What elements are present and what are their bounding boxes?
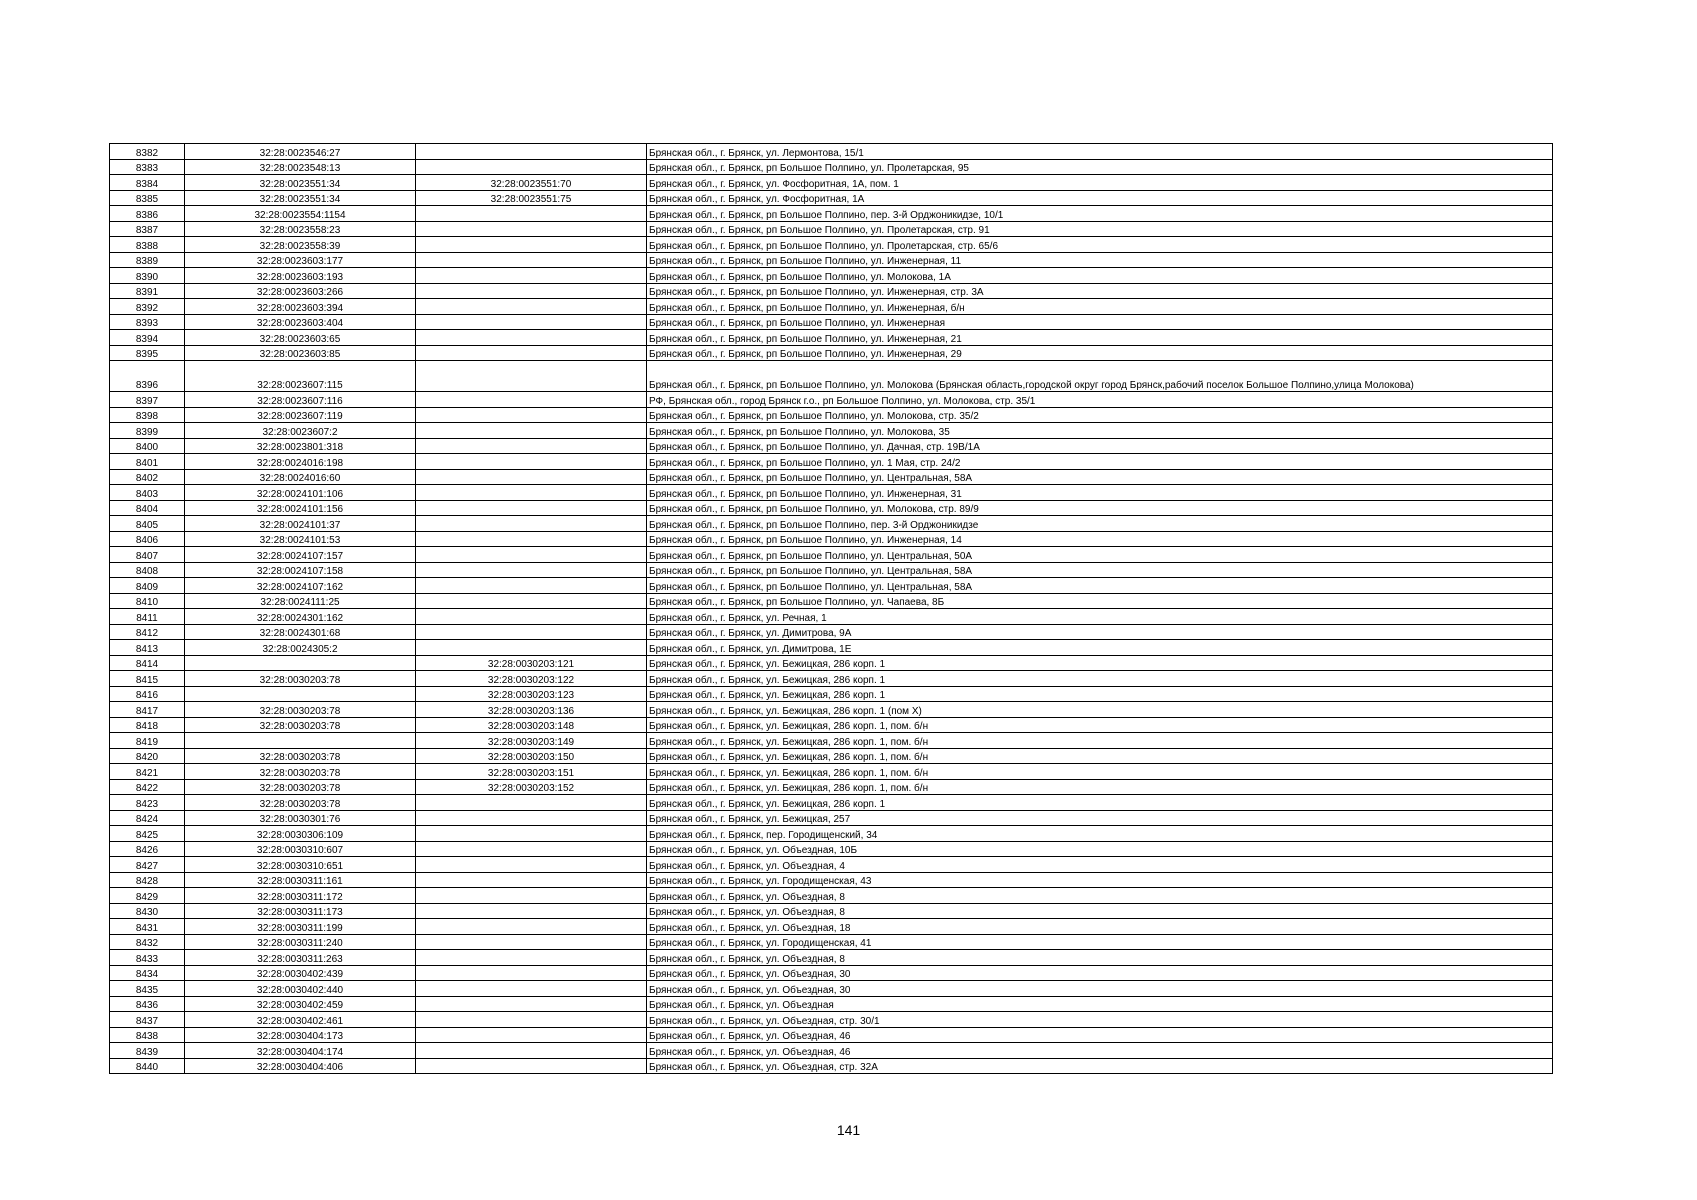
- table-row: [110, 314, 1553, 330]
- cadastral-number-cell: 32:28:0023603:85: [185, 345, 416, 361]
- cadastral-number-cell: 32:28:0023607:116: [185, 392, 416, 408]
- address-cell: Брянская обл., г. Брянск, рп Большое Полпино, ул. Инженерная: [647, 314, 1553, 330]
- address-cell: Брянская обл., г. Брянск, ул. Лермонтова, 15/1: [647, 144, 1553, 160]
- sub-object-number-cell: [416, 1043, 647, 1059]
- table-row: [110, 686, 1553, 702]
- cadastral-number-cell: 32:28:0030203:78: [185, 795, 416, 811]
- row-number-cell: 8438: [110, 1027, 185, 1043]
- cadastral-number-cell: 32:28:0023603:65: [185, 330, 416, 346]
- sub-object-number-cell: [416, 934, 647, 950]
- address-cell: Брянская обл., г. Брянск, пер. Городищенский, 34: [647, 826, 1553, 842]
- sub-object-number-cell: [416, 624, 647, 640]
- table-row: [110, 252, 1553, 268]
- sub-object-number-cell: [416, 330, 647, 346]
- table-row: [110, 578, 1553, 594]
- address-cell: Брянская обл., г. Брянск, ул. Объездная, 46: [647, 1027, 1553, 1043]
- row-number-cell: 8401: [110, 454, 185, 470]
- cadastral-number-cell: 32:28:0024107:157: [185, 547, 416, 563]
- row-number-cell: 8419: [110, 733, 185, 749]
- cadastral-number-cell: 32:28:0024107:162: [185, 578, 416, 594]
- cadastral-number-cell: 32:28:0030310:651: [185, 857, 416, 873]
- cadastral-number-cell: 32:28:0023551:34: [185, 190, 416, 206]
- sub-object-number-cell: [416, 965, 647, 981]
- cadastral-number-cell: 32:28:0023603:404: [185, 314, 416, 330]
- cadastral-number-cell: 32:28:0030311:240: [185, 934, 416, 950]
- address-cell: Брянская обл., г. Брянск, рп Большое Полпино, ул. Молокова, 1А: [647, 268, 1553, 284]
- sub-object-number-cell: [416, 423, 647, 439]
- sub-object-number-cell: [416, 144, 647, 160]
- cadastral-number-cell: 32:28:0030402:440: [185, 981, 416, 997]
- table-row: [110, 1012, 1553, 1028]
- sub-object-number-cell: [416, 531, 647, 547]
- page-number: 141: [836, 1122, 861, 1138]
- table-row: [110, 299, 1553, 315]
- address-cell: Брянская обл., г. Брянск, рп Большое Полпино, ул. Пролетарская, стр. 65/6: [647, 237, 1553, 253]
- row-number-cell: 8416: [110, 686, 185, 702]
- address-cell: Брянская обл., г. Брянск, рп Большое Полпино, ул. Молокова (Брянская область,городской округ город Брянск,рабочий поселок Большое Полпино,улица Молокова): [647, 361, 1553, 392]
- table-row: [110, 469, 1553, 485]
- cadastral-number-cell: 32:28:0030310:607: [185, 841, 416, 857]
- address-cell: Брянская обл., г. Брянск, ул. Бежицкая, 286 корп. 1, пом. б/н: [647, 779, 1553, 795]
- cadastral-number-cell: 32:28:0023603:266: [185, 283, 416, 299]
- property-registry-table: [109, 143, 1553, 1074]
- sub-object-number-cell: 32:28:0030203:151: [416, 764, 647, 780]
- address-cell: Брянская обл., г. Брянск, рп Большое Полпино, ул. Центральная, 58А: [647, 469, 1553, 485]
- sub-object-number-cell: [416, 795, 647, 811]
- cadastral-number-cell: [185, 655, 416, 671]
- cadastral-number-cell: [185, 733, 416, 749]
- cadastral-number-cell: 32:28:0030402:439: [185, 965, 416, 981]
- cadastral-number-cell: 32:28:0024101:156: [185, 500, 416, 516]
- table-row: [110, 423, 1553, 439]
- address-cell: Брянская обл., г. Брянск, ул. Бежицкая, 286 корп. 1: [647, 795, 1553, 811]
- row-number-cell: 8435: [110, 981, 185, 997]
- table-row: [110, 872, 1553, 888]
- address-cell: Брянская обл., г. Брянск, ул. Объездная, 8: [647, 888, 1553, 904]
- address-cell: Брянская обл., г. Брянск, рп Большое Полпино, ул. Молокова, стр. 89/9: [647, 500, 1553, 516]
- address-cell: Брянская обл., г. Брянск, ул. Городищенская, 43: [647, 872, 1553, 888]
- row-number-cell: 8396: [110, 361, 185, 392]
- row-number-cell: 8405: [110, 516, 185, 532]
- row-number-cell: 8415: [110, 671, 185, 687]
- sub-object-number-cell: [416, 981, 647, 997]
- cadastral-number-cell: 32:28:0030203:78: [185, 717, 416, 733]
- address-cell: Брянская обл., г. Брянск, ул. Объездная, стр. 30/1: [647, 1012, 1553, 1028]
- address-cell: Брянская обл., г. Брянск, рп Большое Полпино, ул. Чапаева, 8Б: [647, 593, 1553, 609]
- row-number-cell: 8422: [110, 779, 185, 795]
- row-number-cell: 8428: [110, 872, 185, 888]
- row-number-cell: 8393: [110, 314, 185, 330]
- cadastral-number-cell: 32:28:0023603:394: [185, 299, 416, 315]
- row-number-cell: 8429: [110, 888, 185, 904]
- sub-object-number-cell: [416, 345, 647, 361]
- address-cell: Брянская обл., г. Брянск, рп Большое Полпино, ул. Центральная, 58А: [647, 578, 1553, 594]
- sub-object-number-cell: [416, 159, 647, 175]
- address-cell: Брянская обл., г. Брянск, ул. Бежицкая, 286 корп. 1, пом. б/н: [647, 748, 1553, 764]
- cadastral-number-cell: 32:28:0030301:76: [185, 810, 416, 826]
- address-cell: Брянская обл., г. Брянск, рп Большое Полпино, пер. 3-й Орджоникидзе, 10/1: [647, 206, 1553, 222]
- address-cell: Брянская обл., г. Брянск, рп Большое Полпино, ул. Молокова, стр. 35/2: [647, 407, 1553, 423]
- row-number-cell: 8394: [110, 330, 185, 346]
- row-number-cell: 8427: [110, 857, 185, 873]
- address-cell: Брянская обл., г. Брянск, ул. Объездная, 8: [647, 903, 1553, 919]
- address-cell: Брянская обл., г. Брянск, ул. Бежицкая, 286 корп. 1, пом. б/н: [647, 764, 1553, 780]
- row-number-cell: 8385: [110, 190, 185, 206]
- sub-object-number-cell: [416, 299, 647, 315]
- table-row: [110, 392, 1553, 408]
- sub-object-number-cell: [416, 872, 647, 888]
- cadastral-number-cell: 32:28:0030311:263: [185, 950, 416, 966]
- table-row: [110, 516, 1553, 532]
- table-row: [110, 981, 1553, 997]
- cadastral-number-cell: 32:28:0030311:199: [185, 919, 416, 935]
- row-number-cell: 8384: [110, 175, 185, 191]
- table-row: [110, 965, 1553, 981]
- cadastral-number-cell: 32:28:0023554:1154: [185, 206, 416, 222]
- table-row: [110, 934, 1553, 950]
- table-row: [110, 950, 1553, 966]
- cadastral-number-cell: 32:28:0030203:78: [185, 748, 416, 764]
- cadastral-number-cell: 32:28:0030311:161: [185, 872, 416, 888]
- table-row: [110, 593, 1553, 609]
- address-cell: Брянская обл., г. Брянск, ул. Городищенская, 41: [647, 934, 1553, 950]
- sub-object-number-cell: [416, 407, 647, 423]
- row-number-cell: 8436: [110, 996, 185, 1012]
- table-row: [110, 221, 1553, 237]
- sub-object-number-cell: [416, 562, 647, 578]
- sub-object-number-cell: 32:28:0030203:121: [416, 655, 647, 671]
- sub-object-number-cell: [416, 454, 647, 470]
- sub-object-number-cell: 32:28:0030203:150: [416, 748, 647, 764]
- cadastral-number-cell: 32:28:0030203:78: [185, 764, 416, 780]
- table-row: [110, 903, 1553, 919]
- row-number-cell: 8413: [110, 640, 185, 656]
- sub-object-number-cell: [416, 237, 647, 253]
- table-row: [110, 857, 1553, 873]
- address-cell: Брянская обл., г. Брянск, рп Большое Полпино, ул. Инженерная, 29: [647, 345, 1553, 361]
- table-row: [110, 500, 1553, 516]
- cadastral-number-cell: 32:28:0024016:60: [185, 469, 416, 485]
- table-row: [110, 919, 1553, 935]
- table-row: [110, 438, 1553, 454]
- sub-object-number-cell: [416, 221, 647, 237]
- row-number-cell: 8424: [110, 810, 185, 826]
- table-row: [110, 671, 1553, 687]
- sub-object-number-cell: [416, 609, 647, 625]
- address-cell: Брянская обл., г. Брянск, рп Большое Полпино, ул. Инженерная, 11: [647, 252, 1553, 268]
- sub-object-number-cell: [416, 578, 647, 594]
- sub-object-number-cell: [416, 469, 647, 485]
- row-number-cell: 8391: [110, 283, 185, 299]
- table-row: [110, 841, 1553, 857]
- cadastral-number-cell: 32:28:0030203:78: [185, 779, 416, 795]
- cadastral-number-cell: 32:28:0030404:406: [185, 1058, 416, 1074]
- table-row: [110, 159, 1553, 175]
- cadastral-number-cell: 32:28:0024101:53: [185, 531, 416, 547]
- table-row: [110, 175, 1553, 191]
- table-row: [110, 888, 1553, 904]
- address-cell: Брянская обл., г. Брянск, рп Большое Полпино, ул. Инженерная, 21: [647, 330, 1553, 346]
- row-number-cell: 8404: [110, 500, 185, 516]
- cadastral-number-cell: 32:28:0030203:78: [185, 702, 416, 718]
- sub-object-number-cell: 32:28:0030203:148: [416, 717, 647, 733]
- sub-object-number-cell: 32:28:0030203:123: [416, 686, 647, 702]
- cadastral-number-cell: 32:28:0024101:37: [185, 516, 416, 532]
- table-row: [110, 810, 1553, 826]
- row-number-cell: 8408: [110, 562, 185, 578]
- cadastral-number-cell: 32:28:0023607:119: [185, 407, 416, 423]
- row-number-cell: 8387: [110, 221, 185, 237]
- address-cell: Брянская обл., г. Брянск, ул. Объездная, 18: [647, 919, 1553, 935]
- table-row: [110, 640, 1553, 656]
- cadastral-number-cell: 32:28:0023558:39: [185, 237, 416, 253]
- address-cell: Брянская обл., г. Брянск, ул. Фосфоритная, 1А: [647, 190, 1553, 206]
- table-row: [110, 655, 1553, 671]
- row-number-cell: 8425: [110, 826, 185, 842]
- table-row: [110, 144, 1553, 160]
- row-number-cell: 8412: [110, 624, 185, 640]
- address-cell: Брянская обл., г. Брянск, рп Большое Полпино, ул. Инженерная, стр. 3А: [647, 283, 1553, 299]
- row-number-cell: 8407: [110, 547, 185, 563]
- cadastral-number-cell: 32:28:0023607:2: [185, 423, 416, 439]
- sub-object-number-cell: 32:28:0030203:152: [416, 779, 647, 795]
- row-number-cell: 8402: [110, 469, 185, 485]
- sub-object-number-cell: 32:28:0030203:122: [416, 671, 647, 687]
- cadastral-number-cell: 32:28:0024016:198: [185, 454, 416, 470]
- sub-object-number-cell: [416, 438, 647, 454]
- table-row: [110, 268, 1553, 284]
- table-row: [110, 733, 1553, 749]
- table-row: [110, 1027, 1553, 1043]
- address-cell: Брянская обл., г. Брянск, рп Большое Полпино, ул. Молокова, 35: [647, 423, 1553, 439]
- row-number-cell: 8403: [110, 485, 185, 501]
- sub-object-number-cell: [416, 593, 647, 609]
- table-row: [110, 531, 1553, 547]
- row-number-cell: 8439: [110, 1043, 185, 1059]
- sub-object-number-cell: [416, 841, 647, 857]
- address-cell: Брянская обл., г. Брянск, ул. Объездная, 46: [647, 1043, 1553, 1059]
- row-number-cell: 8399: [110, 423, 185, 439]
- sub-object-number-cell: [416, 516, 647, 532]
- address-cell: Брянская обл., г. Брянск, рп Большое Полпино, пер. 3-й Орджоникидзе: [647, 516, 1553, 532]
- cadastral-number-cell: 32:28:0024111:25: [185, 593, 416, 609]
- sub-object-number-cell: [416, 826, 647, 842]
- cadastral-number-cell: 32:28:0023546:27: [185, 144, 416, 160]
- address-cell: РФ, Брянская обл., город Брянск г.о., рп Большое Полпино, ул. Молокова, стр. 35/1: [647, 392, 1553, 408]
- sub-object-number-cell: [416, 1012, 647, 1028]
- address-cell: Брянская обл., г. Брянск, рп Большое Полпино, ул. Центральная, 58А: [647, 562, 1553, 578]
- address-cell: Брянская обл., г. Брянск, ул. Объездная, 4: [647, 857, 1553, 873]
- address-cell: Брянская обл., г. Брянск, ул. Бежицкая, 286 корп. 1: [647, 686, 1553, 702]
- row-number-cell: 8433: [110, 950, 185, 966]
- table-row: [110, 190, 1553, 206]
- table-row: [110, 624, 1553, 640]
- cadastral-number-cell: 32:28:0023607:115: [185, 361, 416, 392]
- cadastral-number-cell: 32:28:0030402:459: [185, 996, 416, 1012]
- address-cell: Брянская обл., г. Брянск, ул. Бежицкая, 286 корп. 1: [647, 671, 1553, 687]
- address-cell: Брянская обл., г. Брянск, рп Большое Полпино, ул. 1 Мая, стр. 24/2: [647, 454, 1553, 470]
- row-number-cell: 8397: [110, 392, 185, 408]
- table-row: [110, 547, 1553, 563]
- row-number-cell: 8432: [110, 934, 185, 950]
- sub-object-number-cell: [416, 919, 647, 935]
- table-row: [110, 454, 1553, 470]
- cadastral-number-cell: 32:28:0030402:461: [185, 1012, 416, 1028]
- row-number-cell: 8406: [110, 531, 185, 547]
- sub-object-number-cell: [416, 392, 647, 408]
- row-number-cell: 8398: [110, 407, 185, 423]
- table-row: [110, 779, 1553, 795]
- address-cell: Брянская обл., г. Брянск, ул. Димитрова, 1Е: [647, 640, 1553, 656]
- address-cell: Брянская обл., г. Брянск, рп Большое Полпино, ул. Пролетарская, стр. 91: [647, 221, 1553, 237]
- sub-object-number-cell: [416, 1027, 647, 1043]
- address-cell: Брянская обл., г. Брянск, рп Большое Полпино, ул. Инженерная, 31: [647, 485, 1553, 501]
- sub-object-number-cell: [416, 547, 647, 563]
- cadastral-number-cell: 32:28:0030311:173: [185, 903, 416, 919]
- address-cell: Брянская обл., г. Брянск, рп Большое Полпино, ул. Инженерная, б/н: [647, 299, 1553, 315]
- address-cell: Брянская обл., г. Брянск, ул. Бежицкая, 257: [647, 810, 1553, 826]
- table-row: [110, 485, 1553, 501]
- cadastral-number-cell: 32:28:0030306:109: [185, 826, 416, 842]
- address-cell: Брянская обл., г. Брянск, ул. Бежицкая, 286 корп. 1, пом. б/н: [647, 733, 1553, 749]
- row-number-cell: 8395: [110, 345, 185, 361]
- sub-object-number-cell: [416, 283, 647, 299]
- cadastral-number-cell: 32:28:0023551:34: [185, 175, 416, 191]
- sub-object-number-cell: [416, 1058, 647, 1074]
- cadastral-number-cell: 32:28:0023558:23: [185, 221, 416, 237]
- row-number-cell: 8418: [110, 717, 185, 733]
- row-number-cell: 8420: [110, 748, 185, 764]
- sub-object-number-cell: 32:28:0023551:70: [416, 175, 647, 191]
- cadastral-number-cell: 32:28:0024301:68: [185, 624, 416, 640]
- sub-object-number-cell: 32:28:0023551:75: [416, 190, 647, 206]
- address-cell: Брянская обл., г. Брянск, ул. Объездная, 30: [647, 981, 1553, 997]
- row-number-cell: 8421: [110, 764, 185, 780]
- cadastral-number-cell: 32:28:0030203:78: [185, 671, 416, 687]
- address-cell: Брянская обл., г. Брянск, ул. Бежицкая, 286 корп. 1, пом. б/н: [647, 717, 1553, 733]
- sub-object-number-cell: [416, 268, 647, 284]
- row-number-cell: 8383: [110, 159, 185, 175]
- table-row: [110, 330, 1553, 346]
- row-number-cell: 8414: [110, 655, 185, 671]
- cadastral-number-cell: 32:28:0023548:13: [185, 159, 416, 175]
- sub-object-number-cell: [416, 640, 647, 656]
- address-cell: Брянская обл., г. Брянск, ул. Бежицкая, 286 корп. 1: [647, 655, 1553, 671]
- sub-object-number-cell: [416, 500, 647, 516]
- row-number-cell: 8409: [110, 578, 185, 594]
- sub-object-number-cell: [416, 206, 647, 222]
- row-number-cell: 8410: [110, 593, 185, 609]
- table-row: [110, 237, 1553, 253]
- table-row: [110, 609, 1553, 625]
- address-cell: Брянская обл., г. Брянск, ул. Речная, 1: [647, 609, 1553, 625]
- cadastral-number-cell: 32:28:0024107:158: [185, 562, 416, 578]
- table-row: [110, 717, 1553, 733]
- sub-object-number-cell: [416, 996, 647, 1012]
- cadastral-number-cell: 32:28:0024305:2: [185, 640, 416, 656]
- row-number-cell: 8434: [110, 965, 185, 981]
- table-row: [110, 996, 1553, 1012]
- table-row: [110, 1058, 1553, 1074]
- cadastral-number-cell: 32:28:0023603:193: [185, 268, 416, 284]
- cadastral-number-cell: 32:28:0030404:173: [185, 1027, 416, 1043]
- sub-object-number-cell: 32:28:0030203:149: [416, 733, 647, 749]
- sub-object-number-cell: [416, 252, 647, 268]
- address-cell: Брянская обл., г. Брянск, ул. Димитрова, 9А: [647, 624, 1553, 640]
- table-row: [110, 1043, 1553, 1059]
- table-row: [110, 748, 1553, 764]
- table-row: [110, 345, 1553, 361]
- sub-object-number-cell: [416, 903, 647, 919]
- table-row: [110, 361, 1553, 392]
- sub-object-number-cell: [416, 857, 647, 873]
- address-cell: Брянская обл., г. Брянск, ул. Объездная: [647, 996, 1553, 1012]
- address-cell: Брянская обл., г. Брянск, ул. Объездная, 30: [647, 965, 1553, 981]
- sub-object-number-cell: 32:28:0030203:136: [416, 702, 647, 718]
- cadastral-number-cell: 32:28:0030311:172: [185, 888, 416, 904]
- row-number-cell: 8430: [110, 903, 185, 919]
- row-number-cell: 8392: [110, 299, 185, 315]
- address-cell: Брянская обл., г. Брянск, ул. Бежицкая, 286 корп. 1 (пом X): [647, 702, 1553, 718]
- sub-object-number-cell: [416, 888, 647, 904]
- cadastral-number-cell: 32:28:0024101:106: [185, 485, 416, 501]
- row-number-cell: 8388: [110, 237, 185, 253]
- row-number-cell: 8382: [110, 144, 185, 160]
- row-number-cell: 8426: [110, 841, 185, 857]
- table-row: [110, 407, 1553, 423]
- row-number-cell: 8389: [110, 252, 185, 268]
- row-number-cell: 8417: [110, 702, 185, 718]
- sub-object-number-cell: [416, 361, 647, 392]
- sub-object-number-cell: [416, 950, 647, 966]
- address-cell: Брянская обл., г. Брянск, рп Большое Полпино, ул. Инженерная, 14: [647, 531, 1553, 547]
- address-cell: Брянская обл., г. Брянск, ул. Объездная, 8: [647, 950, 1553, 966]
- row-number-cell: 8431: [110, 919, 185, 935]
- row-number-cell: 8390: [110, 268, 185, 284]
- cadastral-number-cell: 32:28:0023801:318: [185, 438, 416, 454]
- address-cell: Брянская обл., г. Брянск, рп Большое Полпино, ул. Дачная, стр. 19В/1А: [647, 438, 1553, 454]
- row-number-cell: 8423: [110, 795, 185, 811]
- sub-object-number-cell: [416, 314, 647, 330]
- sub-object-number-cell: [416, 485, 647, 501]
- row-number-cell: 8400: [110, 438, 185, 454]
- cadastral-number-cell: 32:28:0024301:162: [185, 609, 416, 625]
- cadastral-number-cell: [185, 686, 416, 702]
- cadastral-number-cell: 32:28:0030404:174: [185, 1043, 416, 1059]
- address-cell: Брянская обл., г. Брянск, рп Большое Полпино, ул. Пролетарская, 95: [647, 159, 1553, 175]
- row-number-cell: 8386: [110, 206, 185, 222]
- table-row: [110, 795, 1553, 811]
- table-row: [110, 206, 1553, 222]
- address-cell: Брянская обл., г. Брянск, рп Большое Полпино, ул. Центральная, 50А: [647, 547, 1553, 563]
- row-number-cell: 8411: [110, 609, 185, 625]
- row-number-cell: 8440: [110, 1058, 185, 1074]
- table-row: [110, 826, 1553, 842]
- table-row: [110, 764, 1553, 780]
- sub-object-number-cell: [416, 810, 647, 826]
- cadastral-number-cell: 32:28:0023603:177: [185, 252, 416, 268]
- address-cell: Брянская обл., г. Брянск, ул. Объездная, стр. 32А: [647, 1058, 1553, 1074]
- table-row: [110, 283, 1553, 299]
- address-cell: Брянская обл., г. Брянск, ул. Объездная, 10Б: [647, 841, 1553, 857]
- registry-table-body: [110, 144, 1553, 1074]
- table-row: [110, 702, 1553, 718]
- row-number-cell: 8437: [110, 1012, 185, 1028]
- address-cell: Брянская обл., г. Брянск, ул. Фосфоритная, 1А, пом. 1: [647, 175, 1553, 191]
- table-row: [110, 562, 1553, 578]
